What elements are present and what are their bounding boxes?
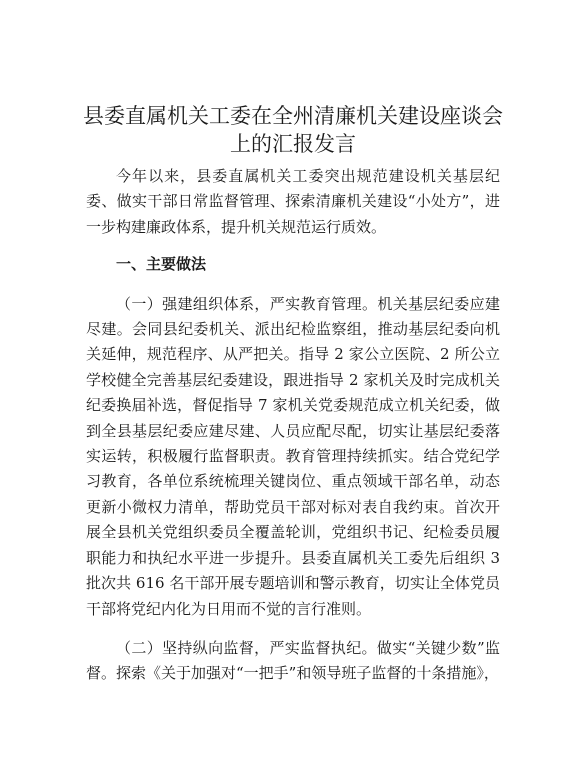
- title-line-2: 上的汇报发言: [230, 132, 356, 156]
- intro-paragraph: 今年以来，县委直属机关工委突出规范建设机关基层纪委、做实干部日常监督管理、探索清廉机关建设“小处方”，进一步构建廉政体系，提升机关规范运行质效。: [86, 167, 500, 236]
- document-title: [60, 102, 526, 158]
- section-heading-main-practices: 一、主要做法: [116, 255, 207, 274]
- paragraph-organization-system: （一）强建组织体系，严实教育管理。机关基层纪委应建尽建。会同县纪委机关、派出纪检监察组，推动基层纪委向机关延伸，规范程序、从严把关。指导 2 家公立医院、2 所公立学校健全完善基层纪委建设，跟进指导 2 家机关及时完成机关纪委换届补选，督促指导 7 家机关党委规范成立机关纪委，做到全县基层纪委应建尽建、人员应配尽配，切实让基层纪委落实运转，积极履行监督职责。教育管理持续抓实。结合党纪学习教育，各单位系统梳理关键岗位、重点领域干部名单，动态更新小微权力清单，帮助党员干部对标对表自我约束。首次开展全县机关党组织委员全覆盖轮训，党组织书记、纪检委员履职能力和执纪水平进一步提升。县委直属机关工委先后组织 3 批次共 616 名干部开展专题培训和警示教育，切实让全体党员干部将党纪内化为日用而不觉的言行准则。: [86, 294, 500, 618]
- document-body: [86, 164, 500, 687]
- title-line-1: 县委直属机关工委在全州清廉机关建设座谈会: [83, 104, 503, 128]
- paragraph-vertical-supervision: （二）坚持纵向监督，严实监督执纪。做实“关键少数”监督。探索《关于加强对“一把手”和领导班子监督的十条措施》，: [86, 638, 500, 683]
